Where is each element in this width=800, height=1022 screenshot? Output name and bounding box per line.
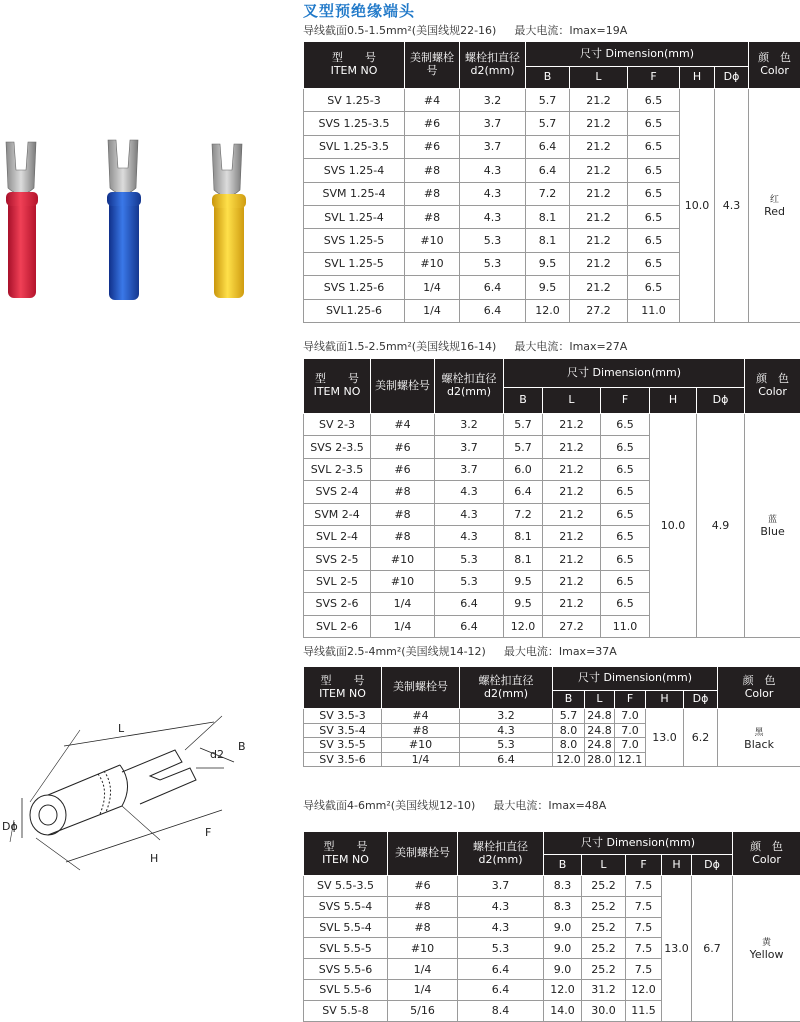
cell-bolt-diameter: 6.4 — [435, 615, 504, 637]
header-dim-l: L — [570, 67, 628, 89]
cell-item-no: SV 3.5-3 — [304, 709, 382, 724]
cell-bolt-diameter: 4.3 — [458, 917, 544, 938]
cell-item-no: SVL 1.25-4 — [304, 205, 405, 228]
cell-bolt-diameter: 3.7 — [458, 876, 544, 897]
color-name-cn: 红 — [749, 192, 800, 205]
cell-dim-b: 9.0 — [544, 917, 582, 938]
cell-item-no: SVS 1.25-3.5 — [304, 112, 405, 135]
cell-bolt-diameter: 6.4 — [458, 959, 544, 980]
header-dimension: 尺寸 Dimension(mm) — [544, 832, 733, 855]
cell-item-no: SVL 2-3.5 — [304, 458, 371, 480]
cell-dim-h: 13.0 — [662, 876, 692, 1022]
header-dim-f: F — [626, 855, 662, 876]
header-color-line-0: 颜 色 — [718, 675, 800, 688]
cell-item-no: SVL 5.5-4 — [304, 917, 388, 938]
table-row — [304, 876, 800, 897]
cell-dim-l: 21.2 — [570, 276, 628, 299]
cell-screw: #8 — [388, 917, 458, 938]
cell-item-no: SVL 5.5-5 — [304, 938, 388, 959]
header-item-no-line-1: ITEM NO — [304, 854, 387, 867]
cell-screw: 1/4 — [388, 959, 458, 980]
cell-bolt-diameter: 4.3 — [435, 481, 504, 503]
cell-screw: 1/4 — [371, 615, 435, 637]
cell-dim-l: 30.0 — [582, 1000, 626, 1021]
cell-screw: #8 — [371, 503, 435, 525]
cell-dim-l: 21.2 — [570, 182, 628, 205]
cell-item-no: SVS 2-3.5 — [304, 436, 371, 458]
cell-dim-l: 28.0 — [585, 752, 615, 767]
header-bolt-diameter-line-1: d2(mm) — [460, 65, 525, 78]
cell-bolt-diameter: 4.3 — [460, 182, 526, 205]
cell-dim-l: 27.2 — [543, 615, 601, 637]
cell-dim-f: 6.5 — [601, 570, 650, 592]
cell-bolt-diameter: 4.3 — [435, 525, 504, 547]
cell-item-no: SVL1.25-6 — [304, 299, 405, 322]
cell-dim-f: 11.0 — [628, 299, 680, 322]
cell-dim-b: 8.1 — [504, 525, 543, 547]
cell-item-no: SVS 1.25-6 — [304, 276, 405, 299]
cell-dim-l: 21.2 — [570, 252, 628, 275]
cell-dim-f: 6.5 — [628, 205, 680, 228]
cell-dim-f: 7.5 — [626, 917, 662, 938]
cell-item-no: SVM 1.25-4 — [304, 182, 405, 205]
red-terminal — [6, 142, 38, 298]
header-dim-h: H — [662, 855, 692, 876]
cell-screw: 1/4 — [405, 276, 460, 299]
header-item-no-line-1: ITEM NO — [304, 386, 370, 399]
cell-bolt-diameter: 4.3 — [460, 205, 526, 228]
cell-bolt-diameter: 3.7 — [435, 458, 504, 480]
cell-screw: #8 — [405, 159, 460, 182]
cell-dim-f: 6.5 — [628, 229, 680, 252]
header-screw: 美制螺栓号 — [382, 667, 460, 709]
header-color-line-1: Color — [733, 854, 800, 867]
cell-dim-b: 5.7 — [526, 89, 570, 112]
cell-dim-l: 21.2 — [543, 458, 601, 480]
color-name-en: Red — [749, 205, 800, 218]
cell-dim-h: 10.0 — [650, 414, 697, 638]
cell-item-no: SVL 1.25-3.5 — [304, 135, 405, 158]
diagram-label-L: L — [118, 722, 125, 735]
cell-dim-f: 11.0 — [601, 615, 650, 637]
cell-item-no: SVS 1.25-5 — [304, 229, 405, 252]
cell-dim-h: 10.0 — [680, 89, 715, 323]
cell-dim-f: 6.5 — [601, 458, 650, 480]
cell-screw: 5/16 — [388, 1000, 458, 1021]
cell-dim-l: 21.2 — [543, 436, 601, 458]
cell-screw: #8 — [382, 723, 460, 738]
cell-dim-b: 6.4 — [504, 481, 543, 503]
header-dimension: 尺寸 Dimension(mm) — [526, 42, 749, 67]
header-dim-l: L — [585, 691, 615, 709]
header-item-no — [304, 667, 382, 709]
cell-screw: #6 — [371, 436, 435, 458]
cell-item-no: SVL 5.5-6 — [304, 979, 388, 1000]
cell-dim-b: 9.5 — [504, 593, 543, 615]
table-row — [304, 414, 800, 436]
cell-dim-b: 9.5 — [504, 570, 543, 592]
cell-dim-f: 7.0 — [615, 709, 646, 724]
cell-screw: #8 — [371, 481, 435, 503]
header-bolt-diameter — [460, 667, 553, 709]
cell-dim-b: 12.0 — [526, 299, 570, 322]
diagram-label-F: F — [205, 826, 211, 839]
header-dim-b: B — [544, 855, 582, 876]
section-1-spec: 导线截面0.5-1.5mm²(美国线规22-16) 最大电流：Imax=19A — [303, 22, 627, 38]
cell-item-no: SV 5.5-8 — [304, 1000, 388, 1021]
color-name-en: Yellow — [733, 948, 800, 961]
cell-dim-l: 21.2 — [570, 229, 628, 252]
color-name-en: Blue — [745, 525, 800, 538]
cell-screw: #10 — [405, 252, 460, 275]
cell-item-no: SV 3.5-6 — [304, 752, 382, 767]
header-color-line-1: Color — [749, 65, 800, 78]
cell-dim-l: 24.8 — [585, 709, 615, 724]
cell-bolt-diameter: 6.4 — [435, 593, 504, 615]
cell-screw: 1/4 — [388, 979, 458, 1000]
cell-dim-l: 21.2 — [570, 112, 628, 135]
cell-bolt-diameter: 4.3 — [458, 896, 544, 917]
cell-dim-b: 14.0 — [544, 1000, 582, 1021]
header-color-line-0: 颜 色 — [733, 841, 800, 854]
diagram-label-d2: d2 — [210, 748, 224, 761]
cell-bolt-diameter: 3.2 — [435, 414, 504, 436]
page-title: 叉型预绝缘端头 — [303, 0, 415, 21]
cell-dim-l: 21.2 — [543, 548, 601, 570]
cell-dim-f: 6.5 — [601, 503, 650, 525]
cell-bolt-diameter: 4.3 — [435, 503, 504, 525]
cell-screw: 1/4 — [371, 593, 435, 615]
cell-dim-l: 25.2 — [582, 938, 626, 959]
blue-terminal — [107, 140, 141, 300]
cell-dim-b: 6.0 — [504, 458, 543, 480]
table-row — [304, 89, 800, 112]
cell-bolt-diameter: 3.7 — [460, 112, 526, 135]
cell-item-no: SVS 2-4 — [304, 481, 371, 503]
cell-item-no: SV 1.25-3 — [304, 89, 405, 112]
header-dim-b: B — [526, 67, 570, 89]
cell-dim-b: 6.4 — [526, 159, 570, 182]
cell-dim-b: 7.2 — [504, 503, 543, 525]
cell-item-no: SVS 5.5-6 — [304, 959, 388, 980]
header-color-line-1: Color — [745, 386, 800, 399]
cell-dim-l: 25.2 — [582, 896, 626, 917]
cell-dim-b: 8.1 — [526, 205, 570, 228]
header-color — [718, 667, 800, 709]
header-dim-h: H — [646, 691, 684, 709]
cell-dim-b: 6.4 — [526, 135, 570, 158]
cell-bolt-diameter: 6.4 — [460, 752, 553, 767]
cell-dim-d: 4.9 — [697, 414, 745, 638]
cell-color-black — [718, 709, 800, 767]
cell-item-no: SV 3.5-5 — [304, 738, 382, 753]
header-dim-b: B — [504, 388, 543, 414]
cell-dim-f: 6.5 — [601, 593, 650, 615]
dimension-diagram — [0, 710, 300, 885]
cell-dim-f: 11.5 — [626, 1000, 662, 1021]
cell-dim-b: 5.7 — [526, 112, 570, 135]
cell-dim-f: 7.5 — [626, 876, 662, 897]
header-screw: 美制螺栓号 — [388, 832, 458, 876]
header-item-no-line-0: 型 号 — [304, 373, 370, 386]
cell-dim-l: 21.2 — [543, 414, 601, 436]
cell-dim-f: 6.5 — [628, 159, 680, 182]
header-item-no-line-0: 型 号 — [304, 52, 404, 65]
cell-dim-b: 9.0 — [544, 938, 582, 959]
header-dim-f: F — [628, 67, 680, 89]
cell-dim-b: 8.0 — [553, 723, 585, 738]
diagram-label-H: H — [150, 852, 158, 865]
cell-dim-f: 6.5 — [628, 182, 680, 205]
cell-item-no: SVS 1.25-4 — [304, 159, 405, 182]
cell-dim-l: 21.2 — [570, 89, 628, 112]
header-item-no — [304, 42, 405, 89]
color-name-en: Black — [718, 738, 800, 751]
header-dim-d: Dϕ — [684, 691, 718, 709]
cell-dim-h: 13.0 — [646, 709, 684, 767]
cell-dim-f: 6.5 — [628, 252, 680, 275]
cell-screw: #6 — [388, 876, 458, 897]
section-3-spec: 导线截面2.5-4mm²(美国线规14-12) 最大电流：Imax=37A — [303, 643, 617, 659]
cell-dim-b: 5.7 — [504, 436, 543, 458]
cell-dim-b: 9.0 — [544, 959, 582, 980]
cell-screw: #8 — [405, 182, 460, 205]
cell-item-no: SVL 2-4 — [304, 525, 371, 547]
cell-dim-l: 21.2 — [543, 481, 601, 503]
cell-dim-f: 7.5 — [626, 938, 662, 959]
cell-dim-d: 6.7 — [692, 876, 733, 1022]
cell-screw: #6 — [405, 112, 460, 135]
cell-item-no: SV 2-3 — [304, 414, 371, 436]
header-item-no-line-0: 型 号 — [304, 675, 381, 688]
cell-item-no: SV 3.5-4 — [304, 723, 382, 738]
cell-item-no: SVL 2-6 — [304, 615, 371, 637]
cell-dim-b: 7.2 — [526, 182, 570, 205]
cell-item-no: SVM 2-4 — [304, 503, 371, 525]
cell-dim-f: 6.5 — [601, 414, 650, 436]
cell-bolt-diameter: 5.3 — [460, 738, 553, 753]
cell-color-red — [749, 89, 800, 323]
cell-dim-f: 6.5 — [628, 135, 680, 158]
cell-bolt-diameter: 3.7 — [435, 436, 504, 458]
cell-bolt-diameter: 6.4 — [460, 299, 526, 322]
cell-screw: 1/4 — [405, 299, 460, 322]
cell-dim-l: 21.2 — [543, 570, 601, 592]
cell-bolt-diameter: 8.4 — [458, 1000, 544, 1021]
cell-screw: #10 — [388, 938, 458, 959]
cell-dim-l: 21.2 — [543, 525, 601, 547]
cell-dim-b: 8.3 — [544, 896, 582, 917]
cell-dim-f: 6.5 — [601, 481, 650, 503]
cell-screw: #8 — [388, 896, 458, 917]
cell-dim-l: 21.2 — [570, 205, 628, 228]
header-dim-d: Dϕ — [692, 855, 733, 876]
header-dim-f: F — [601, 388, 650, 414]
terminals-photo — [0, 130, 290, 310]
cell-item-no: SVL 1.25-5 — [304, 252, 405, 275]
cell-bolt-diameter: 5.3 — [458, 938, 544, 959]
header-dimension: 尺寸 Dimension(mm) — [504, 359, 745, 388]
header-color — [733, 832, 800, 876]
cell-dim-l: 21.2 — [570, 135, 628, 158]
cell-dim-f: 6.5 — [628, 89, 680, 112]
cell-screw: #4 — [382, 709, 460, 724]
header-bolt-diameter — [460, 42, 526, 89]
header-dim-d: Dϕ — [697, 388, 745, 414]
cell-screw: #10 — [382, 738, 460, 753]
cell-screw: #8 — [371, 525, 435, 547]
cell-item-no: SVL 2-5 — [304, 570, 371, 592]
header-color-line-0: 颜 色 — [745, 373, 800, 386]
cell-dim-b: 8.0 — [553, 738, 585, 753]
cell-dim-f: 7.5 — [626, 959, 662, 980]
cell-screw: #10 — [405, 229, 460, 252]
cell-color-yellow — [733, 876, 800, 1022]
cell-dim-l: 21.2 — [543, 593, 601, 615]
cell-item-no: SV 5.5-3.5 — [304, 876, 388, 897]
cell-dim-l: 21.2 — [570, 159, 628, 182]
header-bolt-diameter-line-1: d2(mm) — [460, 688, 552, 701]
header-bolt-diameter-line-1: d2(mm) — [458, 854, 543, 867]
header-dim-b: B — [553, 691, 585, 709]
cell-bolt-diameter: 6.4 — [460, 276, 526, 299]
header-item-no — [304, 832, 388, 876]
spec-table-black — [303, 666, 800, 767]
header-bolt-diameter — [435, 359, 504, 414]
cell-dim-f: 6.5 — [601, 436, 650, 458]
section-4-spec: 导线截面4-6mm²(美国线规12-10) 最大电流：Imax=48A — [303, 797, 606, 813]
cell-dim-b: 8.1 — [504, 548, 543, 570]
header-bolt-diameter-line-0: 螺栓扣直径 — [460, 52, 525, 65]
cell-screw: #6 — [405, 135, 460, 158]
header-screw: 美制螺栓号 — [405, 42, 460, 89]
cell-dim-b: 8.1 — [526, 229, 570, 252]
diagram-label-B: B — [238, 740, 246, 753]
cell-screw: #10 — [371, 548, 435, 570]
cell-dim-l: 31.2 — [582, 979, 626, 1000]
header-bolt-diameter-line-1: d2(mm) — [435, 386, 503, 399]
header-color — [749, 42, 800, 89]
cell-dim-b: 5.7 — [553, 709, 585, 724]
color-name-cn: 黄 — [733, 935, 800, 948]
header-dim-h: H — [650, 388, 697, 414]
header-color — [745, 359, 800, 414]
header-bolt-diameter — [458, 832, 544, 876]
cell-dim-b: 9.5 — [526, 276, 570, 299]
cell-bolt-diameter: 5.3 — [460, 252, 526, 275]
header-screw: 美制螺栓号 — [371, 359, 435, 414]
cell-bolt-diameter: 6.4 — [458, 979, 544, 1000]
header-color-line-1: Color — [718, 688, 800, 701]
cell-dim-l: 25.2 — [582, 876, 626, 897]
cell-bolt-diameter: 5.3 — [435, 570, 504, 592]
header-color-line-0: 颜 色 — [749, 52, 800, 65]
cell-dim-d: 4.3 — [715, 89, 749, 323]
cell-dim-l: 25.2 — [582, 959, 626, 980]
header-item-no-line-1: ITEM NO — [304, 688, 381, 701]
header-dim-d: Dϕ — [715, 67, 749, 89]
section-2-spec: 导线截面1.5-2.5mm²(美国线规16-14) 最大电流：Imax=27A — [303, 338, 627, 354]
cell-dim-b: 12.0 — [553, 752, 585, 767]
header-dim-l: L — [543, 388, 601, 414]
cell-bolt-diameter: 3.2 — [460, 89, 526, 112]
cell-dim-f: 7.0 — [615, 723, 646, 738]
cell-screw: #8 — [405, 205, 460, 228]
cell-bolt-diameter: 4.3 — [460, 159, 526, 182]
header-item-no-line-1: ITEM NO — [304, 65, 404, 78]
cell-dim-l: 21.2 — [543, 503, 601, 525]
cell-dim-b: 5.7 — [504, 414, 543, 436]
spec-table-blue — [303, 358, 800, 638]
cell-item-no: SVS 2-5 — [304, 548, 371, 570]
diagram-label-D: Dϕ — [2, 820, 18, 833]
cell-dim-f: 6.5 — [628, 112, 680, 135]
spec-table-red — [303, 41, 800, 323]
header-item-no-line-0: 型 号 — [304, 841, 387, 854]
cell-screw: #10 — [371, 570, 435, 592]
header-item-no — [304, 359, 371, 414]
cell-dim-b: 12.0 — [504, 615, 543, 637]
cell-screw: #4 — [405, 89, 460, 112]
cell-screw: #4 — [371, 414, 435, 436]
cell-dim-f: 12.1 — [615, 752, 646, 767]
color-name-cn: 蓝 — [745, 512, 800, 525]
cell-dim-l: 24.8 — [585, 738, 615, 753]
header-bolt-diameter-line-0: 螺栓扣直径 — [458, 841, 543, 854]
cell-color-blue — [745, 414, 800, 638]
header-dim-l: L — [582, 855, 626, 876]
header-dimension: 尺寸 Dimension(mm) — [553, 667, 718, 691]
cell-dim-f: 7.5 — [626, 896, 662, 917]
cell-dim-b: 9.5 — [526, 252, 570, 275]
cell-dim-b: 12.0 — [544, 979, 582, 1000]
header-dim-f: F — [615, 691, 646, 709]
header-bolt-diameter-line-0: 螺栓扣直径 — [435, 373, 503, 386]
cell-dim-f: 6.5 — [601, 548, 650, 570]
spec-table-yellow — [303, 831, 800, 1022]
cell-item-no: SVS 5.5-4 — [304, 896, 388, 917]
cell-bolt-diameter: 5.3 — [435, 548, 504, 570]
cell-screw: 1/4 — [382, 752, 460, 767]
cell-dim-f: 6.5 — [628, 276, 680, 299]
header-bolt-diameter-line-0: 螺栓扣直径 — [460, 675, 552, 688]
cell-bolt-diameter: 3.2 — [460, 709, 553, 724]
cell-item-no: SVS 2-6 — [304, 593, 371, 615]
color-name-cn: 黑 — [718, 725, 800, 738]
cell-screw: #6 — [371, 458, 435, 480]
cell-dim-f: 7.0 — [615, 738, 646, 753]
yellow-terminal — [212, 144, 246, 298]
cell-dim-l: 25.2 — [582, 917, 626, 938]
cell-dim-b: 8.3 — [544, 876, 582, 897]
cell-bolt-diameter: 4.3 — [460, 723, 553, 738]
cell-dim-l: 27.2 — [570, 299, 628, 322]
cell-bolt-diameter: 5.3 — [460, 229, 526, 252]
cell-dim-f: 6.5 — [601, 525, 650, 547]
header-dim-h: H — [680, 67, 715, 89]
cell-dim-d: 6.2 — [684, 709, 718, 767]
cell-bolt-diameter: 3.7 — [460, 135, 526, 158]
table-row — [304, 709, 800, 724]
cell-dim-f: 12.0 — [626, 979, 662, 1000]
cell-dim-l: 24.8 — [585, 723, 615, 738]
